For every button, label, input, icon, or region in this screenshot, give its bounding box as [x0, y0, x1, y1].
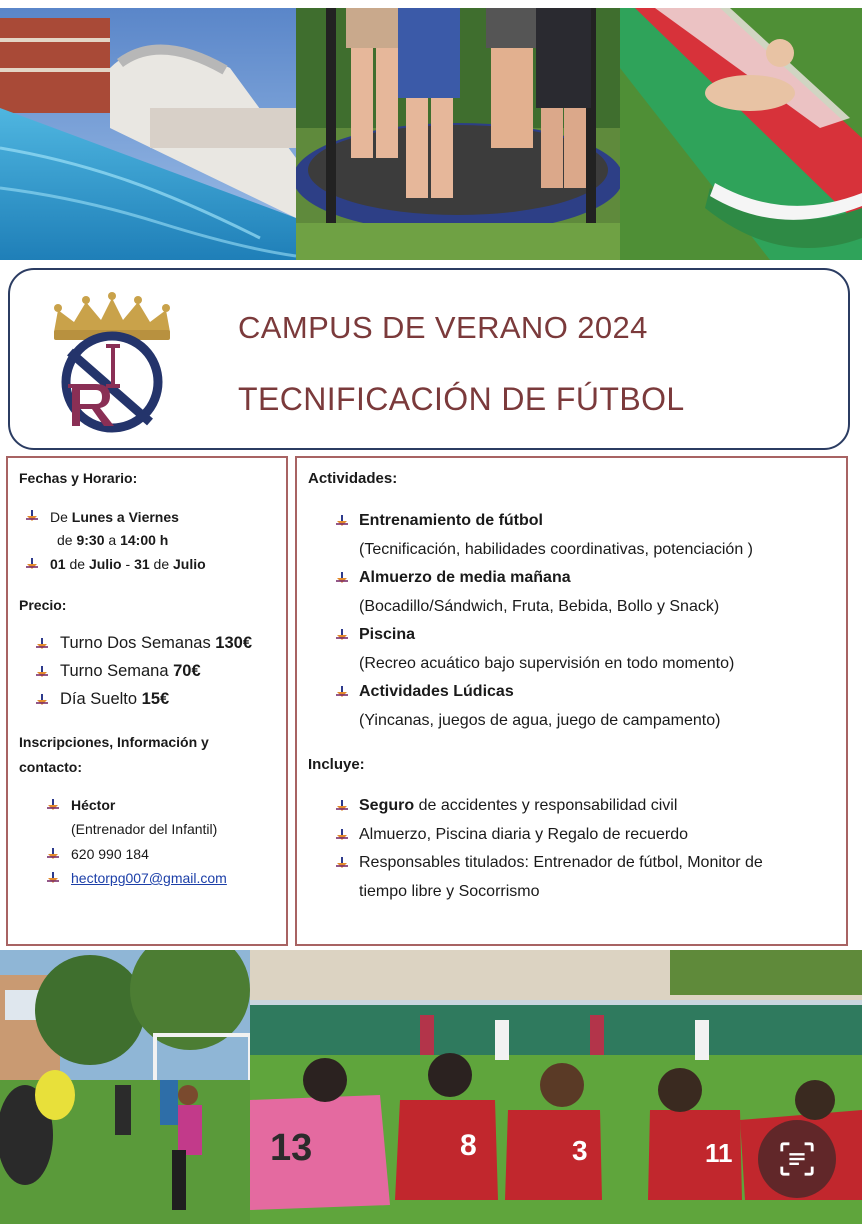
contact-heading-line-1: Inscripciones, Información y [19, 734, 209, 750]
arrow-bullet-icon [46, 871, 60, 885]
includes-heading: Incluye: [308, 756, 365, 773]
includes-item: Seguro de accidentes y responsabilidad civil [359, 797, 678, 814]
date-days: De Lunes a Viernes [50, 509, 179, 525]
contact-email-link[interactable]: hectorpg007@gmail.com [71, 870, 227, 886]
arrow-bullet-icon [335, 828, 349, 842]
pool-photo [0, 8, 296, 260]
includes-item: Almuerzo, Piscina diaria y Regalo de recuerdo [359, 826, 689, 843]
water-slide-photo [620, 8, 862, 260]
arrow-bullet-icon [335, 685, 349, 699]
activity-title: Almuerzo de media mañana [359, 569, 571, 586]
dates-heading: Fechas y Horario: [19, 470, 138, 486]
arrow-bullet-icon [35, 693, 49, 707]
includes-item: Responsables titulados: Entrenador de fútbol, Monitor de [359, 854, 763, 871]
activity-title: Piscina [359, 626, 416, 643]
date-range: 01 de Julio - 31 de Julio [50, 556, 206, 572]
contact-heading-line-2: contacto: [19, 759, 82, 775]
jersey-number: 3 [572, 1135, 588, 1166]
price-week: Turno Semana 70€ [60, 662, 201, 680]
scan-text-button[interactable] [758, 1120, 836, 1198]
header-card [8, 268, 850, 450]
arrow-bullet-icon [25, 509, 39, 523]
schedule-price-contact-panel [6, 456, 288, 946]
date-hours: de 9:30 a 14:00 h [57, 532, 169, 548]
activity-detail: (Yincanas, juegos de agua, juego de campamento) [359, 712, 721, 729]
includes-item-continuation: tiempo libre y Socorrismo [359, 883, 540, 900]
scan-text-icon [778, 1140, 816, 1178]
arrow-bullet-icon [35, 637, 49, 651]
price-single-day: Día Suelto 15€ [60, 690, 170, 708]
arrow-bullet-icon [335, 856, 349, 870]
activity-title: Entrenamiento de fútbol [359, 512, 543, 529]
trampoline-photo [296, 8, 620, 260]
club-crest-logo [46, 292, 178, 434]
training-photo [0, 950, 250, 1224]
activities-panel [295, 456, 848, 946]
activity-detail: (Bocadillo/Sándwich, Fruta, Bebida, Bollo y Snack) [359, 598, 720, 615]
contact-name: Héctor [71, 797, 116, 813]
arrow-bullet-icon [46, 847, 60, 861]
title-line-2: TECNIFICACIÓN DE FÚTBOL [238, 381, 685, 417]
price-two-weeks: Turno Dos Semanas 130€ [60, 634, 253, 652]
jersey-number: 11 [705, 1138, 733, 1168]
activity-detail: (Tecnificación, habilidades coordinativas, potenciación ) [359, 541, 753, 558]
jersey-number: 13 [270, 1127, 313, 1169]
arrow-bullet-icon [335, 799, 349, 813]
arrow-bullet-icon [335, 571, 349, 585]
activity-title: Actividades Lúdicas [359, 683, 514, 700]
activity-detail: (Recreo acuático bajo supervisión en todo momento) [359, 655, 735, 672]
arrow-bullet-icon [335, 628, 349, 642]
activities-heading: Actividades: [308, 470, 398, 487]
price-heading: Precio: [19, 597, 67, 613]
title-line-1: CAMPUS DE VERANO 2024 [238, 310, 648, 345]
arrow-bullet-icon [35, 665, 49, 679]
arrow-bullet-icon [335, 514, 349, 528]
jersey-number: 8 [460, 1129, 477, 1162]
arrow-bullet-icon [25, 557, 39, 571]
contact-phone[interactable]: 620 990 184 [71, 846, 149, 862]
contact-role: (Entrenador del Infantil) [71, 821, 218, 837]
arrow-bullet-icon [46, 798, 60, 812]
